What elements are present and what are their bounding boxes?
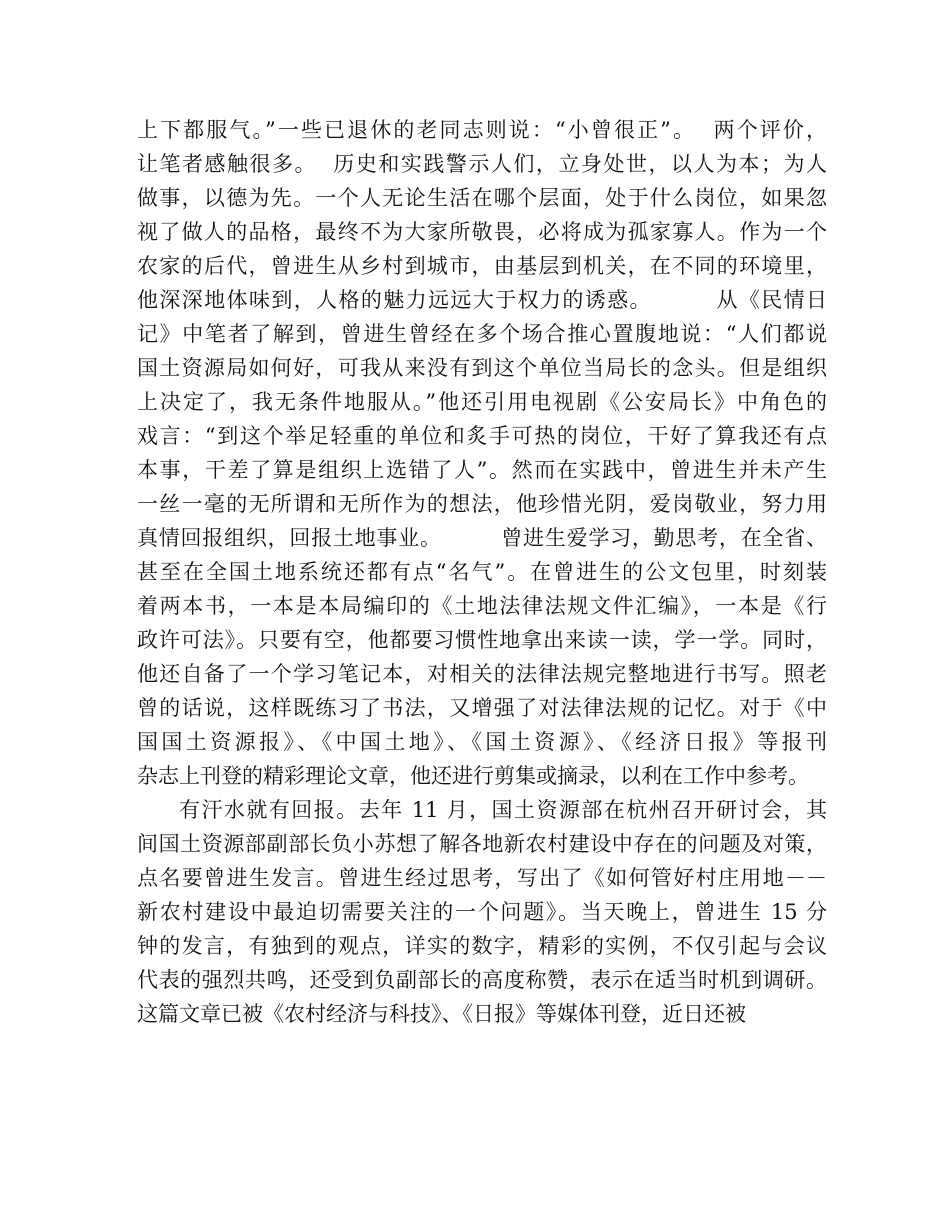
text-line-20: 杂志上刊登的精彩理论文章，他还进行剪集或摘录，以利在工作中参考。 bbox=[137, 764, 809, 788]
text-line-27: 这篇文章已被《农村经济与科技》、《日报》等媒体刊登，近日还被 bbox=[137, 1002, 746, 1026]
text-line-16: 政许可法》。只要有空，他都要习惯性地拿出来读一读，学一学。同时， bbox=[137, 628, 827, 652]
text-line-26: 代表的强烈共鸣，还受到负副部长的高度称赞，表示在适当时机到调研。 bbox=[137, 968, 827, 992]
text-line-24: 新农村建设中最迫切需要关注的一个问题》。当天晚上，曾进生 15 分 bbox=[137, 900, 827, 924]
text-line-14: 甚至在全国土地系统还都有点“名气”。在曾进生的公文包里，时刻装 bbox=[137, 560, 827, 584]
text-line-23: 点名要曾进生发言。曾进生经过思考，写出了《如何管好村庄用地－－ bbox=[137, 866, 827, 890]
text-line-10: 戏言：“到这个举足轻重的单位和炙手可热的岗位，干好了算我还有点 bbox=[137, 424, 827, 448]
text-line-7: 记》中笔者了解到，曾进生曾经在多个场合推心置腹地说：“人们都说 bbox=[137, 322, 827, 346]
text-line-25: 钟的发言，有独到的观点，详实的数字，精彩的实例，不仅引起与会议 bbox=[137, 934, 827, 958]
text-line-3: 做事，以德为先。一个人无论生活在哪个层面，处于什么岗位，如果忽 bbox=[137, 186, 827, 210]
text-line-17: 他还自备了一个学习笔记本，对相关的法律法规完整地进行书写。照老 bbox=[137, 662, 827, 686]
text-line-8: 国土资源局如何好，可我从来没有到这个单位当局长的念头。但是组织 bbox=[137, 356, 827, 380]
text-line-4: 视了做人的品格，最终不为大家所敬畏，必将成为孤家寡人。作为一个 bbox=[137, 220, 827, 244]
body-text bbox=[137, 113, 827, 1031]
text-line-12: 一丝一毫的无所谓和无所作为的想法，他珍惜光阴，爱岗敬业，努力用 bbox=[137, 492, 827, 516]
text-line-2: 让笔者感触很多。 历史和实践警示人们，立身处世，以人为本；为人 bbox=[137, 152, 827, 176]
text-line-1: 上下都服气。”一些已退休的老同志则说：“小曾很正”。 两个评价， bbox=[137, 118, 827, 142]
text-line-11: 本事，干差了算是组织上选错了人”。然而在实践中，曾进生并未产生 bbox=[137, 458, 827, 482]
text-line-22: 间国土资源部副部长负小苏想了解各地新农村建设中存在的问题及对策， bbox=[137, 832, 827, 856]
text-line-13: 真情回报组织，回报土地事业。 曾进生爱学习，勤思考，在全省、 bbox=[137, 526, 827, 550]
text-line-15: 着两本书，一本是本局编印的《土地法律法规文件汇编》，一本是《行 bbox=[137, 594, 827, 618]
text-line-9: 上决定了，我无条件地服从。”他还引用电视剧《公安局长》中角色的 bbox=[137, 390, 827, 414]
text-line-5: 农家的后代，曾进生从乡村到城市，由基层到机关，在不同的环境里， bbox=[137, 254, 827, 278]
text-line-21: 有汗水就有回报。去年 11 月，国土资源部在杭州召开研讨会，其 bbox=[179, 798, 827, 822]
text-line-6: 他深深地体味到，人格的魅力远远大于权力的诱惑。 从《民情日 bbox=[137, 288, 827, 312]
text-line-18: 曾的话说，这样既练习了书法，又增强了对法律法规的记忆。对于《中 bbox=[137, 696, 827, 720]
text-line-19: 国国土资源报》、《中国土地》、《国土资源》、《经济日报》等报刊 bbox=[137, 730, 827, 754]
